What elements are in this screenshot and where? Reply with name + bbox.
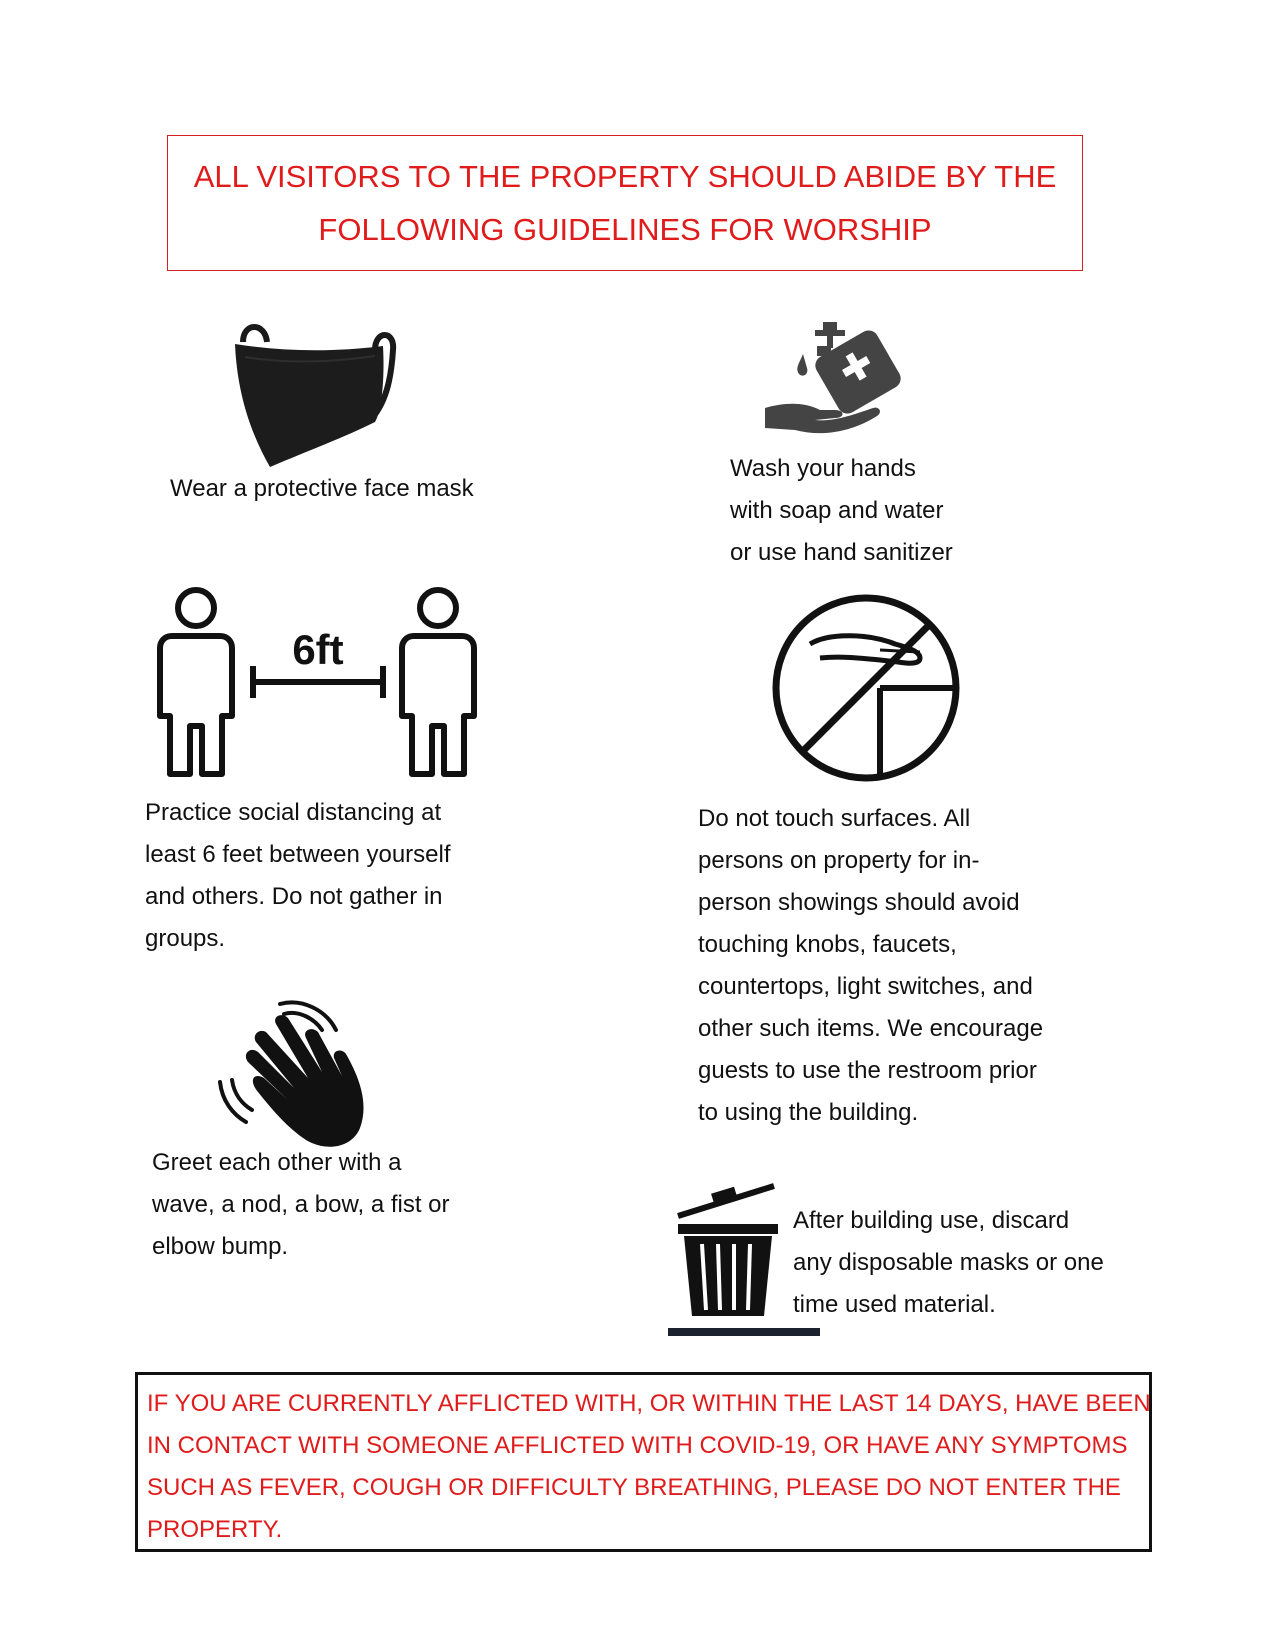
touch-line-2: persons on property for in- — [698, 847, 980, 874]
warning-line-4: PROPERTY. — [147, 1516, 283, 1543]
face-mask-icon — [225, 322, 405, 472]
touch-line-5: countertops, light switches, and — [698, 973, 1033, 1000]
greet-line-2: wave, a nod, a bow, a fist or — [152, 1191, 450, 1218]
greet-line-1: Greet each other with a — [152, 1149, 402, 1176]
no-touch-icon — [770, 592, 962, 784]
distance-label: 6ft — [292, 626, 344, 673]
warning-line-1: IF YOU ARE CURRENTLY AFFLICTED WITH, OR WITHIN THE LAST 14 DAYS, HAVE BEEN — [147, 1390, 1151, 1417]
waving-hand-icon — [218, 1002, 378, 1152]
touch-text — [698, 798, 1043, 1134]
distance-line-2: least 6 feet between yourself — [145, 841, 451, 868]
hand-sanitizer-icon — [765, 318, 915, 438]
touch-line-8: to using the building. — [698, 1099, 919, 1126]
header-line-2: FOLLOWING GUIDELINES FOR WORSHIP — [318, 212, 932, 247]
touch-line-4: touching knobs, faucets, — [698, 931, 957, 958]
distance-line-3: and others. Do not gather in — [145, 883, 443, 910]
wash-text — [730, 448, 953, 574]
discard-line-1: After building use, discard — [793, 1207, 1070, 1234]
warning-line-3: SUCH AS FEVER, COUGH OR DIFFICULTY BREATHING, PLEASE DO NOT ENTER THE — [147, 1474, 1121, 1501]
discard-line-3: time used material. — [793, 1291, 996, 1318]
distance-line-4: groups. — [145, 925, 226, 952]
wash-line-1: Wash your hands — [730, 455, 916, 482]
mask-line: Wear a protective face mask — [170, 475, 474, 502]
touch-line-1: Do not touch surfaces. All — [698, 805, 971, 832]
warning-line-2: IN CONTACT WITH SOMEONE AFFLICTED WITH COVID-19, OR HAVE ANY SYMPTOMS — [147, 1432, 1128, 1459]
discard-line-2: any disposable masks or one — [793, 1249, 1104, 1276]
mask-text — [170, 468, 474, 510]
greet-text — [152, 1142, 450, 1268]
wash-line-2: with soap and water — [730, 497, 944, 524]
social-distancing-icon — [152, 586, 482, 781]
wash-line-3: or use hand sanitizer — [730, 539, 953, 566]
distance-line-1: Practice social distancing at — [145, 799, 442, 826]
header-line-1: ALL VISITORS TO THE PROPERTY SHOULD ABIDE BY THE — [193, 159, 1057, 194]
touch-line-3: person showings should avoid — [698, 889, 1020, 916]
discard-text — [793, 1200, 1104, 1326]
header-banner — [167, 135, 1083, 271]
touch-line-6: other such items. We encourage — [698, 1015, 1044, 1042]
distance-text — [145, 792, 451, 960]
touch-line-7: guests to use the restroom prior — [698, 1057, 1037, 1084]
covid-warning-box — [135, 1372, 1152, 1552]
greet-line-3: elbow bump. — [152, 1233, 289, 1260]
